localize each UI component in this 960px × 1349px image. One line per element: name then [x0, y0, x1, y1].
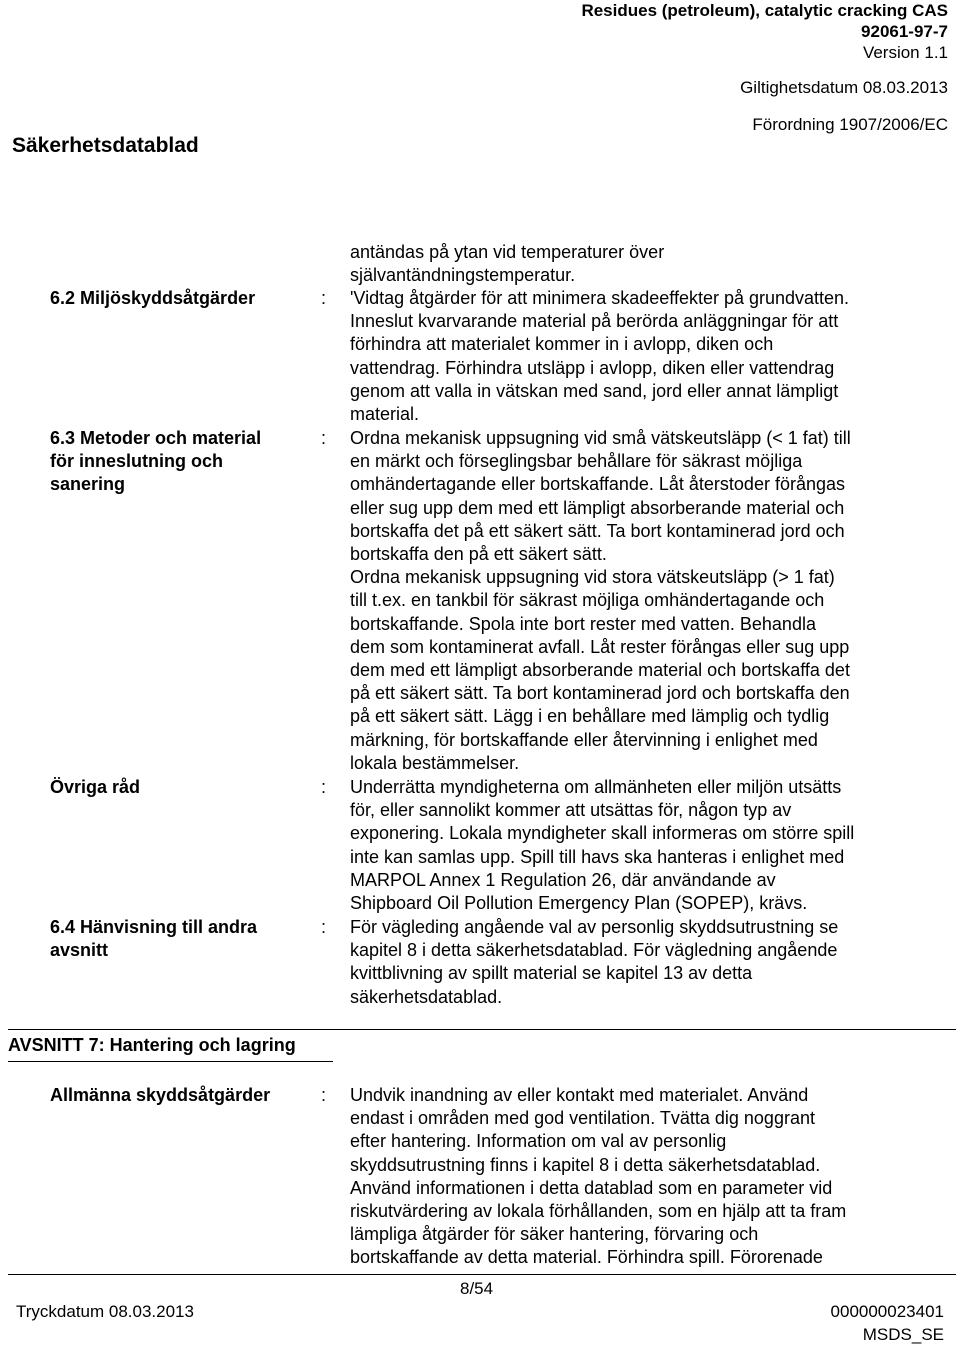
- row-label-6-2: [50, 287, 305, 310]
- footer-rule: [8, 1274, 956, 1275]
- text-line: till t.ex. en tankbil för säkrast möjliga omhändertagande och: [350, 590, 825, 611]
- cas-number: 92061-97-7: [861, 22, 948, 41]
- product-name: Residues (petroleum), catalytic cracking CAS: [581, 1, 948, 20]
- row-text-6-2: [350, 287, 922, 426]
- version: Version 1.1: [862, 43, 948, 62]
- text-line: förhindra att materialet kommer in i avlopp, diken och: [350, 334, 774, 355]
- text-line: säkerhetsdatablad.: [350, 986, 503, 1007]
- row-colon: :: [321, 428, 327, 448]
- section-title-underline: [8, 1061, 333, 1062]
- label-line: 6.2 Miljöskyddsåtgärder: [50, 288, 256, 308]
- label-line: Övriga råd: [50, 777, 141, 797]
- text-line: material.: [350, 404, 420, 425]
- label-line: sanering: [50, 474, 126, 495]
- text-line: skyddsutrustning finns i kapitel 8 i detta säkerhetsdatablad.: [350, 1154, 821, 1175]
- text-line: För vägleding angående val av personlig skyddsutrustning se: [350, 917, 839, 937]
- section-rule-top: [8, 1029, 956, 1030]
- document-header: [581, 0, 948, 135]
- label-line: för inneslutning och: [50, 451, 223, 472]
- row-text-general-protection: [350, 1084, 922, 1270]
- text-line: genom att valla in vätskan med sand, jord eller annat lämpligt: [350, 380, 839, 401]
- row-colon: :: [321, 917, 327, 937]
- text-line: bortskaffande av detta material. Förhindra spill. Förorenade: [350, 1247, 823, 1268]
- section-7-title: AVSNITT 7: Hantering och lagring: [8, 1035, 296, 1055]
- text-line: kapitel 8 i detta säkerhetsdatablad. För vägledning angående: [350, 940, 838, 961]
- text-line: märkning, för bortskaffande eller återvinning i enlighet med: [350, 729, 818, 750]
- text-line: 'Vidtag åtgärder för att minimera skadeeffekter på grundvatten.: [350, 288, 850, 308]
- text-line: lämpliga åtgärder för säker hantering, förvaring och: [350, 1224, 759, 1245]
- text-line: antändas på ytan vid temperaturer över: [350, 242, 665, 262]
- label-line: Allmänna skyddsåtgärder: [50, 1085, 271, 1105]
- row-text-other-advice: [350, 776, 922, 915]
- document-type-title: Säkerhetsdatablad: [12, 134, 199, 157]
- text-line: på ett säkert sätt. Ta bort kontaminerad jord och bortskaffa den: [350, 683, 850, 704]
- label-line: 6.3 Metoder och material: [50, 428, 262, 448]
- text-line: kvittblivning av spillt material se kapitel 13 av detta: [350, 963, 753, 984]
- continuation-text: [350, 241, 922, 287]
- validity-date: Giltighetsdatum 08.03.2013: [740, 78, 948, 97]
- text-line: Inneslut kvarvarande material på berörda anläggningar för att: [350, 311, 839, 332]
- row-colon: :: [321, 777, 327, 797]
- text-line: MARPOL Annex 1 Regulation 26, där användande av: [350, 869, 776, 890]
- row-label-6-3: [50, 427, 305, 497]
- text-line: efter hantering. Information om val av personlig: [350, 1131, 727, 1152]
- text-line: Ordna mekanisk uppsugning vid små vätskeutsläpp (< 1 fat) till: [350, 428, 851, 448]
- text-line: Underrätta myndigheterna om allmänheten eller miljön utsätts: [350, 777, 842, 797]
- page-number: 8/54: [460, 1279, 494, 1298]
- label-line: avsnitt: [50, 940, 109, 961]
- row-colon: :: [321, 288, 327, 308]
- row-label-other-advice: [50, 776, 305, 799]
- text-line: Shipboard Oil Pollution Emergency Plan (SOPEP), krävs.: [350, 893, 808, 914]
- row-text-6-4: [350, 916, 922, 1009]
- document-format: MSDS_SE: [862, 1325, 944, 1344]
- row-label-general-protection: [50, 1084, 305, 1107]
- regulation: Förordning 1907/2006/EC: [752, 115, 948, 134]
- row-colon: :: [321, 1085, 327, 1105]
- row-text-6-3: [350, 427, 922, 775]
- text-line: vattendrag. Förhindra utsläpp i avlopp, diken eller vattendrag: [350, 357, 835, 378]
- text-line: lokala bestämmelser.: [350, 752, 520, 773]
- text-line: Använd informationen i detta datablad som en parameter vid: [350, 1177, 833, 1198]
- text-line: inte kan samlas upp. Spill till havs ska hanteras i enlighet med: [350, 846, 845, 867]
- text-line: en märkt och förseglingsbar behållare för säkrast möjliga: [350, 451, 803, 472]
- text-line: bortskaffande. Spola inte bort rester med vatten. Behandla: [350, 613, 816, 634]
- text-line: riskutvärdering av lokala förhållanden, som en hjälp att ta fram: [350, 1201, 847, 1222]
- text-line: Ordna mekanisk uppsugning vid stora vätskeutsläpp (> 1 fat): [350, 567, 835, 588]
- text-line: bortskaffa det på ett säkert sätt. Ta bort kontaminerad jord och: [350, 520, 845, 541]
- text-line: omhändertagande eller bortskaffande. Låt återstoder förångas: [350, 474, 845, 495]
- text-line: för, eller sannolikt kommer att utsättas för, någon typ av: [350, 800, 792, 821]
- text-line: Undvik inandning av eller kontakt med materialet. Använd: [350, 1085, 809, 1105]
- text-line: dem med ett lämpligt absorberande material och bortskaffa det: [350, 660, 850, 681]
- text-line: exponering. Lokala myndigheter skall informeras om större spill: [350, 823, 855, 844]
- label-line: 6.4 Hänvisning till andra: [50, 917, 258, 937]
- text-line: endast i områden med god ventilation. Tvätta dig noggrant: [350, 1108, 815, 1129]
- text-line: självantändningstemperatur.: [350, 265, 576, 286]
- print-date: Tryckdatum 08.03.2013: [16, 1302, 194, 1321]
- text-line: på ett säkert sätt. Lägg i en behållare med lämplig och tydlig: [350, 706, 830, 727]
- document-number: 000000023401: [830, 1302, 944, 1321]
- text-line: bortskaffa den på ett säkert sätt.: [350, 544, 607, 565]
- text-line: eller sug upp dem med ett lämpligt absorberande material och: [350, 497, 845, 518]
- row-label-6-4: [50, 916, 305, 962]
- text-line: dem som kontaminerat avfall. Låt rester förångas eller sug upp: [350, 636, 850, 657]
